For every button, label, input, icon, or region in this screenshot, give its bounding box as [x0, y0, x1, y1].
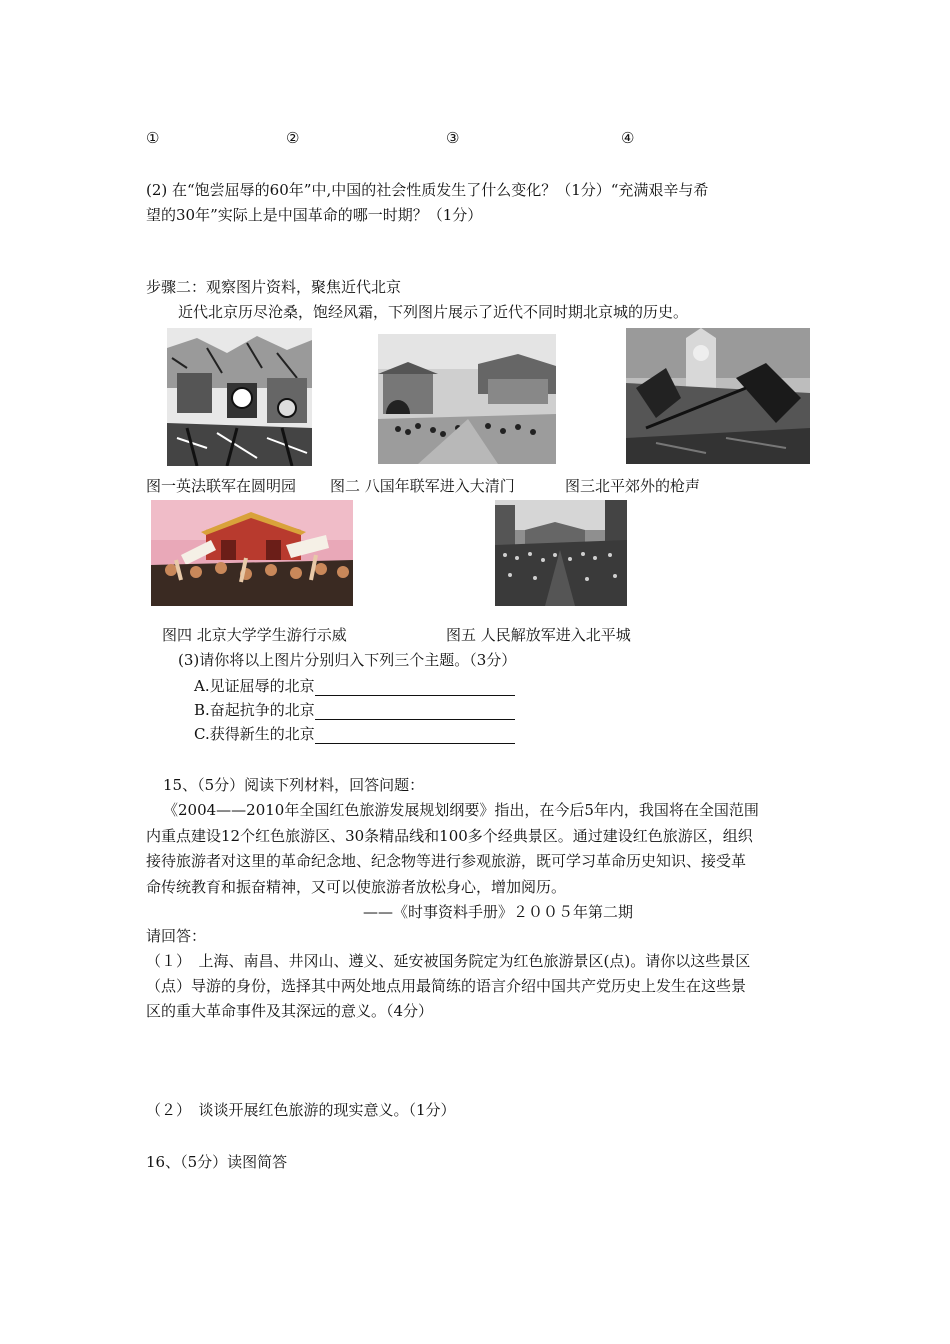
theme-b-row	[194, 700, 515, 720]
figure-3-caption: 图三北平郊外的枪声	[565, 477, 701, 495]
material-line-3: 接待旅游者对这里的革命纪念地、纪念物等进行参观旅游，既可学习革命历史知识、接受革	[146, 852, 747, 870]
option-2: ②	[286, 129, 300, 147]
sub-question-2: （２） 谈谈开展红色旅游的现实意义。（1分）	[146, 1101, 456, 1119]
figure-4-caption: 图四 北京大学学生游行示威	[162, 626, 347, 644]
figure-4-image	[151, 500, 353, 606]
step2-title: 步骤二：观察图片资料，聚焦近代北京	[146, 278, 402, 296]
figure-1-caption: 图一英法联军在圆明园	[146, 477, 297, 495]
figure-2-image	[378, 334, 556, 464]
theme-c-row	[194, 724, 515, 744]
sub-question-1-line2: （点）导游的身份，选择其中两处地点用最简练的语言介绍中国共产党历史上发生在这些景	[146, 977, 747, 995]
option-1: ①	[146, 129, 160, 147]
figure-1-image	[167, 328, 312, 466]
figure-3-image	[626, 328, 810, 464]
question-3-prompt: (3)请你将以上图片分别归入下列三个主题。（3分）	[178, 651, 517, 669]
theme-b-label: B.奋起抗争的北京	[194, 701, 315, 719]
theme-a-blank[interactable]	[315, 679, 515, 696]
question-16-heading: 16、（5分）读图简答	[146, 1153, 288, 1171]
sub-question-1-line1: （１） 上海、南昌、井冈山、遵义、延安被国务院定为红色旅游景区(点)。请你以这些景区	[146, 952, 751, 970]
question-2-line2: 望的30年”实际上是中国革命的哪一时期？（1分）	[146, 206, 483, 224]
theme-b-blank[interactable]	[315, 703, 515, 720]
step2-intro: 近代北京历尽沧桑，饱经风霜，下列图片展示了近代不同时期北京城的历史。	[178, 303, 689, 321]
material-line-1: 《2004——2010年全国红色旅游发展规划纲要》指出，在今后5年内，我国将在全国范围	[163, 801, 759, 819]
material-line-2: 内重点建设12个红色旅游区、30条精品线和100多个经典景区。通过建设红色旅游区，组织	[146, 827, 753, 845]
theme-c-blank[interactable]	[315, 727, 515, 744]
figure-5-caption: 图五 人民解放军进入北平城	[446, 626, 631, 644]
theme-c-label: C.获得新生的北京	[194, 725, 315, 743]
theme-a-row	[194, 676, 515, 696]
answer-prompt: 请回答：	[146, 927, 207, 945]
material-source: ——《时事资料手册》２００５年第二期	[363, 903, 634, 921]
theme-a-label: A.见证屈辱的北京	[194, 677, 315, 695]
sub-question-1-line3: 区的重大革命事件及其深远的意义。（4分）	[146, 1002, 434, 1020]
figure-5-image	[495, 500, 627, 606]
material-line-4: 命传统教育和振奋精神，又可以使旅游者放松身心，增加阅历。	[146, 878, 567, 896]
option-3: ③	[446, 129, 460, 147]
figure-2-caption: 图二 八国年联军进入大清门	[330, 477, 515, 495]
question-2-line1: (2) 在“饱尝屈辱的60年”中,中国的社会性质发生了什么变化？（1分）“充满艰辛与希	[146, 181, 709, 199]
option-4: ④	[621, 129, 635, 147]
question-15-heading: 15、（5分）阅读下列材料，回答问题：	[163, 776, 425, 794]
